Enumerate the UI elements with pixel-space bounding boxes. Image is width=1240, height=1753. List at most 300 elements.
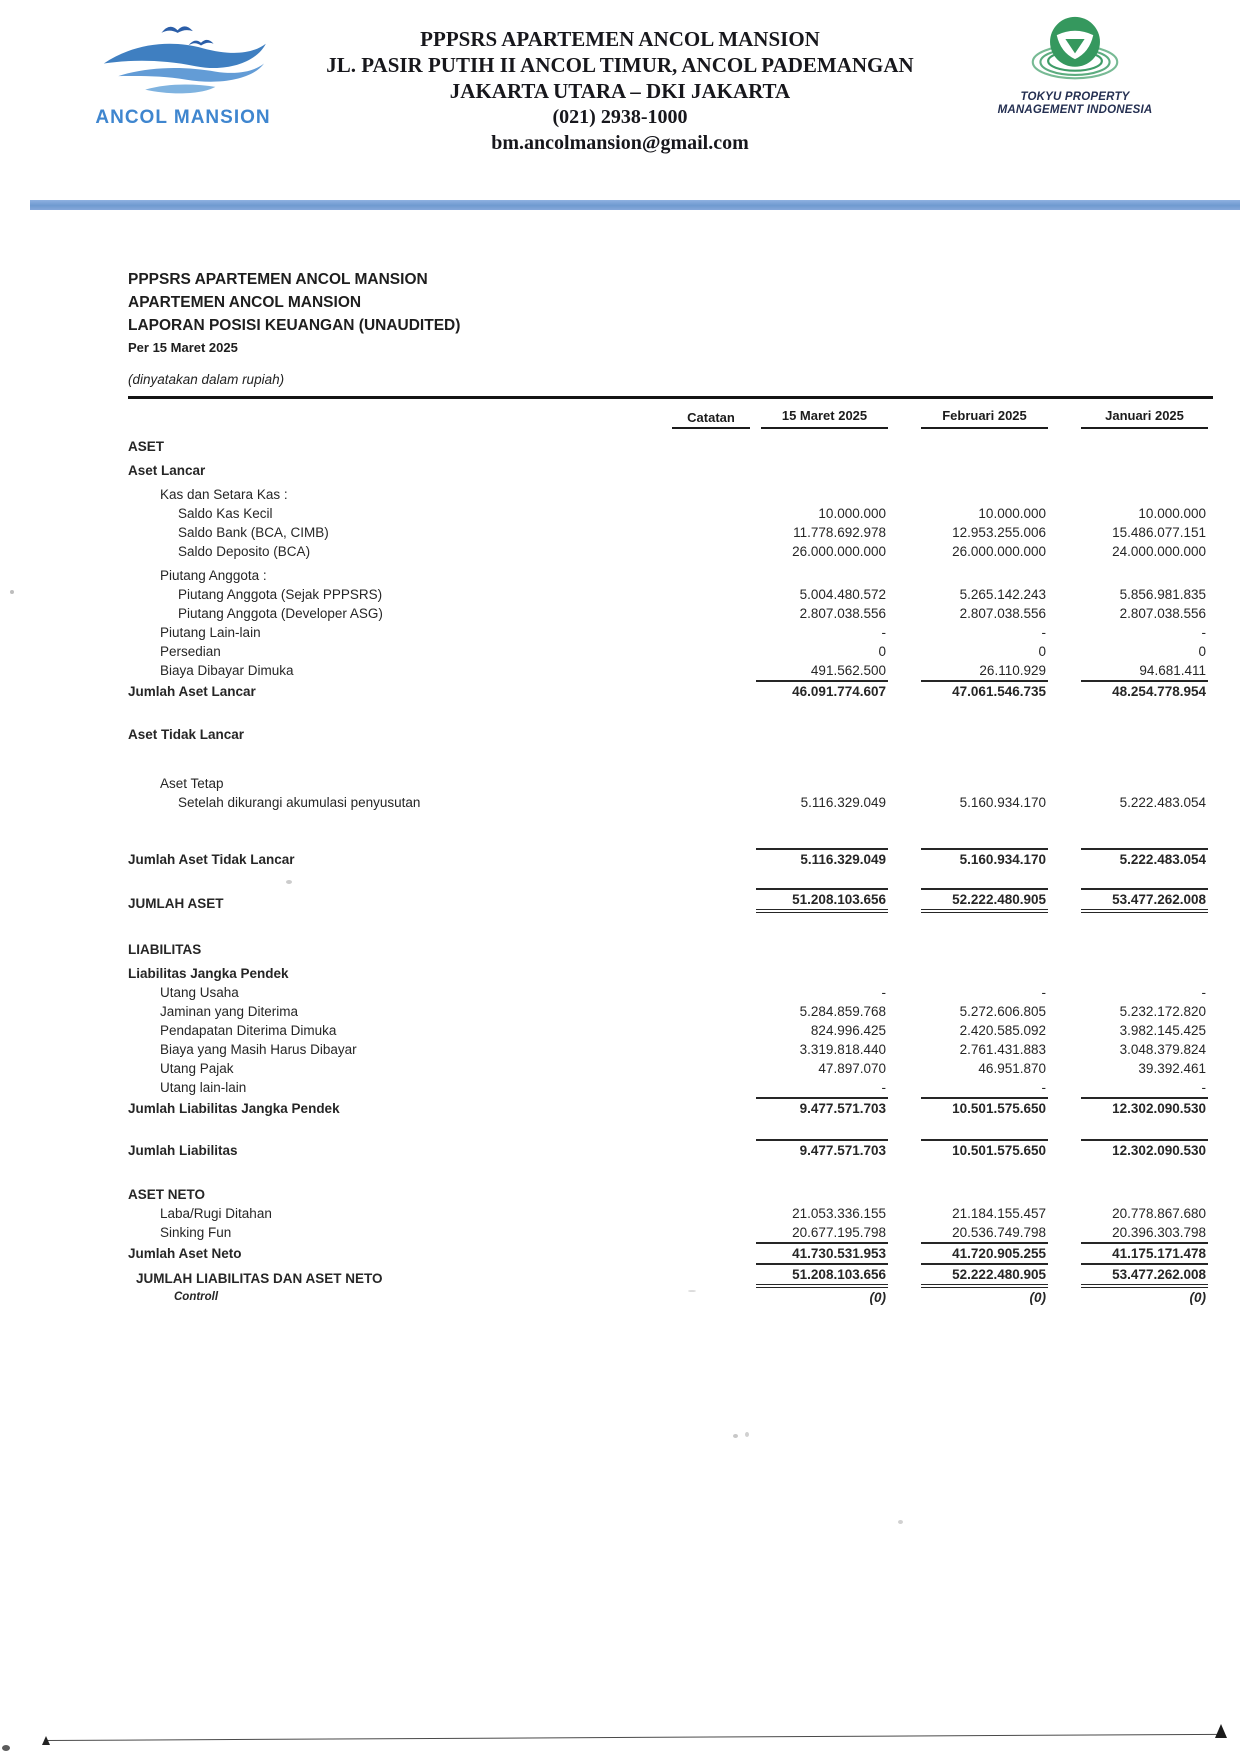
- value-cell: [1048, 793, 1208, 812]
- value-text: 11.778.692.978: [793, 525, 886, 540]
- row-label: Jumlah Aset Neto: [128, 1246, 242, 1261]
- scan-speck: [688, 1290, 696, 1292]
- value-text: 5.160.934.170: [959, 795, 1046, 810]
- row-spacer: [128, 869, 1210, 888]
- value-text: [756, 480, 888, 499]
- value-text: 21.184.155.457: [952, 1206, 1046, 1221]
- value-text: -: [1041, 1080, 1046, 1095]
- row-label: Biaya Dibayar Dimuka: [160, 663, 294, 678]
- value-text: 3.319.818.440: [799, 1042, 886, 1057]
- row-label: Jumlah Aset Tidak Lancar: [128, 852, 295, 867]
- value-cell: [1048, 1139, 1208, 1160]
- value-cell: [888, 983, 1048, 1002]
- table-row: [128, 983, 1210, 1002]
- value-cell: [750, 1180, 888, 1204]
- value-text: 20.396.303.798: [1112, 1225, 1206, 1240]
- value-cell: [1048, 480, 1208, 504]
- value-cell: [750, 680, 888, 701]
- value-cell: [888, 623, 1048, 642]
- scan-speck: [898, 1520, 903, 1524]
- value-cell: [1048, 661, 1208, 680]
- table-row: [128, 935, 1210, 959]
- value-cell: [1048, 1223, 1208, 1242]
- table-row: [128, 1078, 1210, 1097]
- value-cell: [1048, 1021, 1208, 1040]
- row-label: Kas dan Setara Kas :: [160, 487, 288, 502]
- row-label: Aset Tetap: [160, 776, 224, 791]
- value-text: -: [1201, 625, 1206, 640]
- column-header-januari-2025: Januari 2025: [1081, 406, 1208, 429]
- value-cell: [1048, 604, 1208, 623]
- value-cell: [750, 1263, 888, 1288]
- value-cell: [888, 432, 1048, 456]
- value-cell: [888, 1223, 1048, 1242]
- value-text: 26.000.000.000: [952, 544, 1046, 559]
- value-cell: [750, 1139, 888, 1160]
- value-text: 26.000.000.000: [792, 544, 886, 559]
- value-cell: [750, 769, 888, 793]
- value-text: [921, 480, 1048, 499]
- table-row: [128, 1059, 1210, 1078]
- row-label: Laba/Rugi Ditahan: [160, 1206, 272, 1221]
- row-label: Utang Usaha: [160, 985, 239, 1000]
- value-cell: [1048, 542, 1208, 561]
- value-cell: [888, 561, 1048, 585]
- row-label: Jumlah Aset Lancar: [128, 684, 256, 699]
- value-cell: [1048, 680, 1208, 701]
- row-label: Saldo Deposito (BCA): [178, 544, 311, 559]
- value-cell: [1048, 504, 1208, 523]
- value-cell: [1048, 585, 1208, 604]
- table-row: [128, 1263, 1210, 1288]
- value-text: 51.208.103.656: [756, 1263, 888, 1288]
- value-cell: [1048, 888, 1208, 913]
- value-text: 41.720.905.255: [921, 1242, 1048, 1263]
- row-label: Liabilitas Jangka Pendek: [128, 966, 289, 981]
- value-cell: [1048, 1263, 1208, 1288]
- value-text: [921, 456, 1048, 475]
- value-cell: [1048, 456, 1208, 480]
- value-text: 52.222.480.905: [921, 1263, 1048, 1288]
- table-row: [128, 642, 1210, 661]
- value-text: -: [881, 1080, 886, 1095]
- value-text: [921, 959, 1048, 978]
- table-row: [128, 623, 1210, 642]
- table-row: [128, 959, 1210, 983]
- table-row: [128, 661, 1210, 680]
- value-text: (0): [869, 1290, 886, 1305]
- table-row: [128, 585, 1210, 604]
- value-cell: [888, 769, 1048, 793]
- row-label: Aset Tidak Lancar: [128, 727, 245, 742]
- row-label: Jumlah Liabilitas Jangka Pendek: [128, 1101, 340, 1116]
- letterhead-city: JAKARTA UTARA – DKI JAKARTA: [449, 79, 791, 103]
- table-row: [128, 604, 1210, 623]
- row-label: Jumlah Liabilitas: [128, 1143, 238, 1158]
- value-text: 20.778.867.680: [1112, 1206, 1206, 1221]
- value-text: 5.004.480.572: [799, 587, 886, 602]
- value-text: 2.420.585.092: [959, 1023, 1046, 1038]
- value-cell: [1048, 523, 1208, 542]
- value-text: 3.048.379.824: [1119, 1042, 1206, 1057]
- value-text: -: [1201, 985, 1206, 1000]
- table-row: [128, 561, 1210, 585]
- value-text: 2.807.038.556: [959, 606, 1046, 621]
- header-divider: [30, 200, 1240, 210]
- value-cell: [750, 720, 888, 744]
- value-cell: [888, 661, 1048, 680]
- value-cell: [750, 561, 888, 585]
- value-cell: [1048, 1059, 1208, 1078]
- row-spacer: [128, 812, 1210, 848]
- value-cell: [750, 432, 888, 456]
- table-header-row: [128, 406, 1210, 429]
- value-text: [1081, 935, 1208, 954]
- row-label: Jaminan yang Diterima: [160, 1004, 299, 1019]
- scan-speck: [10, 590, 14, 594]
- value-text: 48.254.778.954: [1081, 680, 1208, 701]
- value-text: 46.091.774.607: [756, 680, 888, 701]
- letterhead-phone: (021) 2938-1000: [552, 106, 688, 128]
- value-cell: [750, 1223, 888, 1242]
- value-text: 10.000.000: [1138, 506, 1206, 521]
- value-text: 824.996.425: [810, 1023, 886, 1038]
- value-cell: [1048, 1002, 1208, 1021]
- value-text: 0: [1198, 644, 1206, 659]
- value-cell: [750, 1002, 888, 1021]
- value-cell: [888, 959, 1048, 983]
- value-text: 24.000.000.000: [1112, 544, 1206, 559]
- value-text: 9.477.571.703: [756, 1139, 888, 1160]
- value-text: 20.677.195.798: [792, 1225, 886, 1240]
- value-text: 491.562.500: [810, 663, 886, 678]
- value-cell: [888, 848, 1048, 869]
- value-text: [756, 935, 888, 954]
- value-text: 10.501.575.650: [921, 1139, 1048, 1160]
- value-cell: [888, 1097, 1048, 1118]
- value-text: (0): [1029, 1290, 1046, 1305]
- value-cell: [750, 480, 888, 504]
- table-row: [128, 542, 1210, 561]
- ancol-waves-icon: [93, 18, 273, 100]
- row-label: ASET NETO: [128, 1187, 206, 1202]
- value-text: 5.284.859.768: [799, 1004, 886, 1019]
- value-cell: [1048, 1040, 1208, 1059]
- tokyu-text-line2: MANAGEMENT INDONESIA: [997, 104, 1153, 116]
- value-cell: [1048, 1242, 1208, 1263]
- value-cell: [1048, 720, 1208, 744]
- value-text: 41.730.531.953: [756, 1242, 888, 1263]
- table-row: [128, 1180, 1210, 1204]
- row-label: Saldo Kas Kecil: [178, 506, 273, 521]
- value-cell: [750, 1040, 888, 1059]
- value-cell: [1048, 935, 1208, 959]
- table-row: [128, 793, 1210, 812]
- table-row: [128, 523, 1210, 542]
- value-cell: [888, 1021, 1048, 1040]
- row-label: Piutang Lain-lain: [160, 625, 261, 640]
- scan-artifact: [42, 1736, 50, 1745]
- value-text: 5.272.606.805: [959, 1004, 1046, 1019]
- table-row: [128, 1204, 1210, 1223]
- letterhead-company: PPPSRS APARTEMEN ANCOL MANSION: [420, 27, 820, 51]
- letterhead-address: JL. PASIR PUTIH II ANCOL TIMUR, ANCOL PADEMANGAN: [326, 53, 914, 77]
- value-cell: [750, 661, 888, 680]
- value-cell: [888, 480, 1048, 504]
- value-cell: [1048, 1097, 1208, 1118]
- row-label: Piutang Anggota (Developer ASG): [178, 606, 383, 621]
- value-text: 12.953.255.006: [952, 525, 1046, 540]
- value-text: [756, 1180, 888, 1199]
- value-text: [756, 959, 888, 978]
- value-text: [921, 432, 1048, 451]
- value-cell: [750, 848, 888, 869]
- table-row: [128, 680, 1210, 701]
- value-text: -: [1041, 625, 1046, 640]
- column-header-catatan: Catatan: [672, 410, 750, 429]
- value-text: 5.232.172.820: [1119, 1004, 1206, 1019]
- value-text: 0: [1038, 644, 1046, 659]
- value-text: [1081, 769, 1208, 788]
- value-text: 10.501.575.650: [921, 1097, 1048, 1118]
- value-text: 5.116.329.049: [756, 848, 888, 869]
- value-cell: [888, 1002, 1048, 1021]
- value-cell: [888, 542, 1048, 561]
- value-cell: [750, 456, 888, 480]
- value-text: 94.681.411: [1139, 663, 1206, 678]
- tokyu-logo: [995, 14, 1155, 117]
- value-cell: [888, 1288, 1048, 1307]
- table-row: [128, 848, 1210, 869]
- tokyu-emblem-icon: [1010, 14, 1140, 86]
- value-cell: [888, 720, 1048, 744]
- value-cell: [1048, 1288, 1208, 1307]
- value-text: [921, 769, 1048, 788]
- value-text: 0: [878, 644, 886, 659]
- row-label: Utang lain-lain: [160, 1080, 247, 1095]
- value-cell: [888, 935, 1048, 959]
- value-text: 20.536.749.798: [952, 1225, 1046, 1240]
- value-cell: [1048, 432, 1208, 456]
- value-text: 5.222.483.054: [1119, 795, 1206, 810]
- value-cell: [750, 642, 888, 661]
- value-cell: [750, 983, 888, 1002]
- value-text: 51.208.103.656: [756, 888, 888, 913]
- row-label: Piutang Anggota (Sejak PPPSRS): [178, 587, 383, 602]
- value-cell: [750, 604, 888, 623]
- scan-artifact: [2, 1745, 10, 1751]
- value-text: 12.302.090.530: [1081, 1097, 1208, 1118]
- value-cell: [750, 793, 888, 812]
- value-text: [921, 561, 1048, 580]
- value-text: -: [881, 625, 886, 640]
- value-cell: [750, 1078, 888, 1097]
- value-cell: [750, 1021, 888, 1040]
- value-text: 52.222.480.905: [921, 888, 1048, 913]
- value-cell: [888, 642, 1048, 661]
- table-row: [128, 720, 1210, 744]
- value-cell: [750, 1242, 888, 1263]
- value-cell: [888, 1139, 1048, 1160]
- value-text: 21.053.336.155: [792, 1206, 886, 1221]
- value-text: -: [1201, 1080, 1206, 1095]
- value-text: [1081, 432, 1208, 451]
- table-row: [128, 1242, 1210, 1263]
- table-row: [128, 769, 1210, 793]
- value-text: 10.000.000: [978, 506, 1046, 521]
- column-header-15-maret-2025: 15 Maret 2025: [761, 406, 888, 429]
- value-cell: [1048, 848, 1208, 869]
- value-cell: [888, 888, 1048, 913]
- value-cell: [750, 504, 888, 523]
- value-text: 15.486.077.151: [1112, 525, 1206, 540]
- table-body: [128, 432, 1210, 1307]
- value-text: 5.222.483.054: [1081, 848, 1208, 869]
- value-text: [1081, 720, 1208, 739]
- value-text: 46.951.870: [978, 1061, 1046, 1076]
- table-row: [128, 888, 1210, 913]
- value-cell: [888, 456, 1048, 480]
- table-row: [128, 1040, 1210, 1059]
- row-spacer: [128, 913, 1210, 935]
- value-cell: [1048, 1204, 1208, 1223]
- value-text: 5.116.329.049: [800, 795, 886, 810]
- tokyu-text-line1: TOKYU PROPERTY: [1020, 91, 1130, 103]
- letterhead: [0, 12, 1240, 192]
- ancol-brand-text: ANCOL MANSION: [95, 107, 271, 128]
- row-label: Setelah dikurangi akumulasi penyusutan: [178, 795, 421, 810]
- value-text: 26.110.929: [979, 663, 1046, 678]
- column-header-februari-2025: Februari 2025: [921, 406, 1048, 429]
- value-text: [1081, 480, 1208, 499]
- row-label: Pendapatan Diterima Dimuka: [160, 1023, 337, 1038]
- value-text: 39.392.461: [1138, 1061, 1206, 1076]
- value-text: 12.302.090.530: [1081, 1139, 1208, 1160]
- unit-note: (dinyatakan dalam rupiah): [128, 372, 285, 387]
- row-label: LIABILITAS: [128, 942, 202, 957]
- value-text: [921, 1180, 1048, 1199]
- value-cell: [1048, 642, 1208, 661]
- table-row: [128, 480, 1210, 504]
- report-heading: [128, 268, 460, 355]
- value-cell: [888, 1180, 1048, 1204]
- value-text: 2.807.038.556: [799, 606, 886, 621]
- table-row: [128, 432, 1210, 456]
- value-text: [1081, 456, 1208, 475]
- value-cell: [888, 680, 1048, 701]
- value-cell: [1048, 623, 1208, 642]
- row-spacer: [128, 744, 1210, 769]
- value-cell: [1048, 1180, 1208, 1204]
- value-text: 53.477.262.008: [1081, 888, 1208, 913]
- value-text: 47.061.546.735: [921, 680, 1048, 701]
- value-text: -: [1041, 985, 1046, 1000]
- report-title-statement: LAPORAN POSISI KEUANGAN (UNAUDITED): [128, 317, 461, 334]
- value-text: 2.807.038.556: [1119, 606, 1206, 621]
- scan-speck: [733, 1434, 738, 1438]
- value-cell: [888, 1263, 1048, 1288]
- value-cell: [888, 585, 1048, 604]
- letterhead-text: [260, 26, 980, 156]
- table-row: [128, 1139, 1210, 1160]
- financial-table: [128, 406, 1210, 1307]
- value-text: 9.477.571.703: [756, 1097, 888, 1118]
- value-text: [921, 935, 1048, 954]
- scan-speck: [286, 880, 292, 884]
- value-cell: [750, 1288, 888, 1307]
- row-label: Saldo Bank (BCA, CIMB): [178, 525, 329, 540]
- report-title-date: Per 15 Maret 2025: [128, 340, 238, 355]
- row-label: JUMLAH LIABILITAS DAN ASET NETO: [136, 1271, 383, 1286]
- value-cell: [750, 888, 888, 913]
- value-text: 5.856.981.835: [1119, 587, 1206, 602]
- value-text: -: [881, 985, 886, 1000]
- value-cell: [750, 935, 888, 959]
- value-text: [756, 720, 888, 739]
- table-row: [128, 1223, 1210, 1242]
- table-row: [128, 1097, 1210, 1118]
- row-label: JUMLAH ASET: [128, 896, 224, 911]
- value-cell: [750, 585, 888, 604]
- page-bottom-scan-line: [45, 1734, 1223, 1741]
- value-text: 41.175.171.478: [1081, 1242, 1208, 1263]
- value-text: [756, 432, 888, 451]
- value-cell: [888, 1059, 1048, 1078]
- value-cell: [888, 1204, 1048, 1223]
- row-spacer: [128, 1160, 1210, 1180]
- value-text: 47.897.070: [818, 1061, 886, 1076]
- table-top-rule: [128, 396, 1213, 399]
- value-cell: [888, 504, 1048, 523]
- row-label: Sinking Fun: [160, 1225, 232, 1240]
- value-cell: [888, 1242, 1048, 1263]
- value-text: 3.982.145.425: [1119, 1023, 1206, 1038]
- value-cell: [888, 523, 1048, 542]
- row-label: Controll: [174, 1291, 219, 1303]
- value-cell: [750, 959, 888, 983]
- value-text: 53.477.262.008: [1081, 1263, 1208, 1288]
- row-label: Biaya yang Masih Harus Dibayar: [160, 1042, 357, 1057]
- value-text: 2.761.431.883: [959, 1042, 1046, 1057]
- report-title-building: APARTEMEN ANCOL MANSION: [128, 294, 362, 311]
- value-cell: [750, 623, 888, 642]
- row-label: Persedian: [160, 644, 221, 659]
- table-row: [128, 1021, 1210, 1040]
- letterhead-email: bm.ancolmansion@gmail.com: [491, 132, 749, 154]
- row-label: ASET: [128, 439, 165, 454]
- value-cell: [750, 542, 888, 561]
- value-text: [756, 456, 888, 475]
- value-cell: [888, 1078, 1048, 1097]
- report-title-entity: PPPSRS APARTEMEN ANCOL MANSION: [128, 271, 428, 288]
- value-text: [1081, 1180, 1208, 1199]
- value-cell: [888, 604, 1048, 623]
- value-text: [921, 720, 1048, 739]
- row-label: Piutang Anggota :: [160, 568, 267, 583]
- value-text: 10.000.000: [818, 506, 886, 521]
- ancol-mansion-logo: [88, 18, 278, 129]
- value-cell: [1048, 561, 1208, 585]
- value-text: [756, 561, 888, 580]
- value-cell: [1048, 959, 1208, 983]
- value-cell: [888, 1040, 1048, 1059]
- value-cell: [750, 1204, 888, 1223]
- table-row: [128, 1002, 1210, 1021]
- value-text: 5.160.934.170: [921, 848, 1048, 869]
- value-cell: [750, 523, 888, 542]
- value-text: [1081, 959, 1208, 978]
- value-cell: [1048, 769, 1208, 793]
